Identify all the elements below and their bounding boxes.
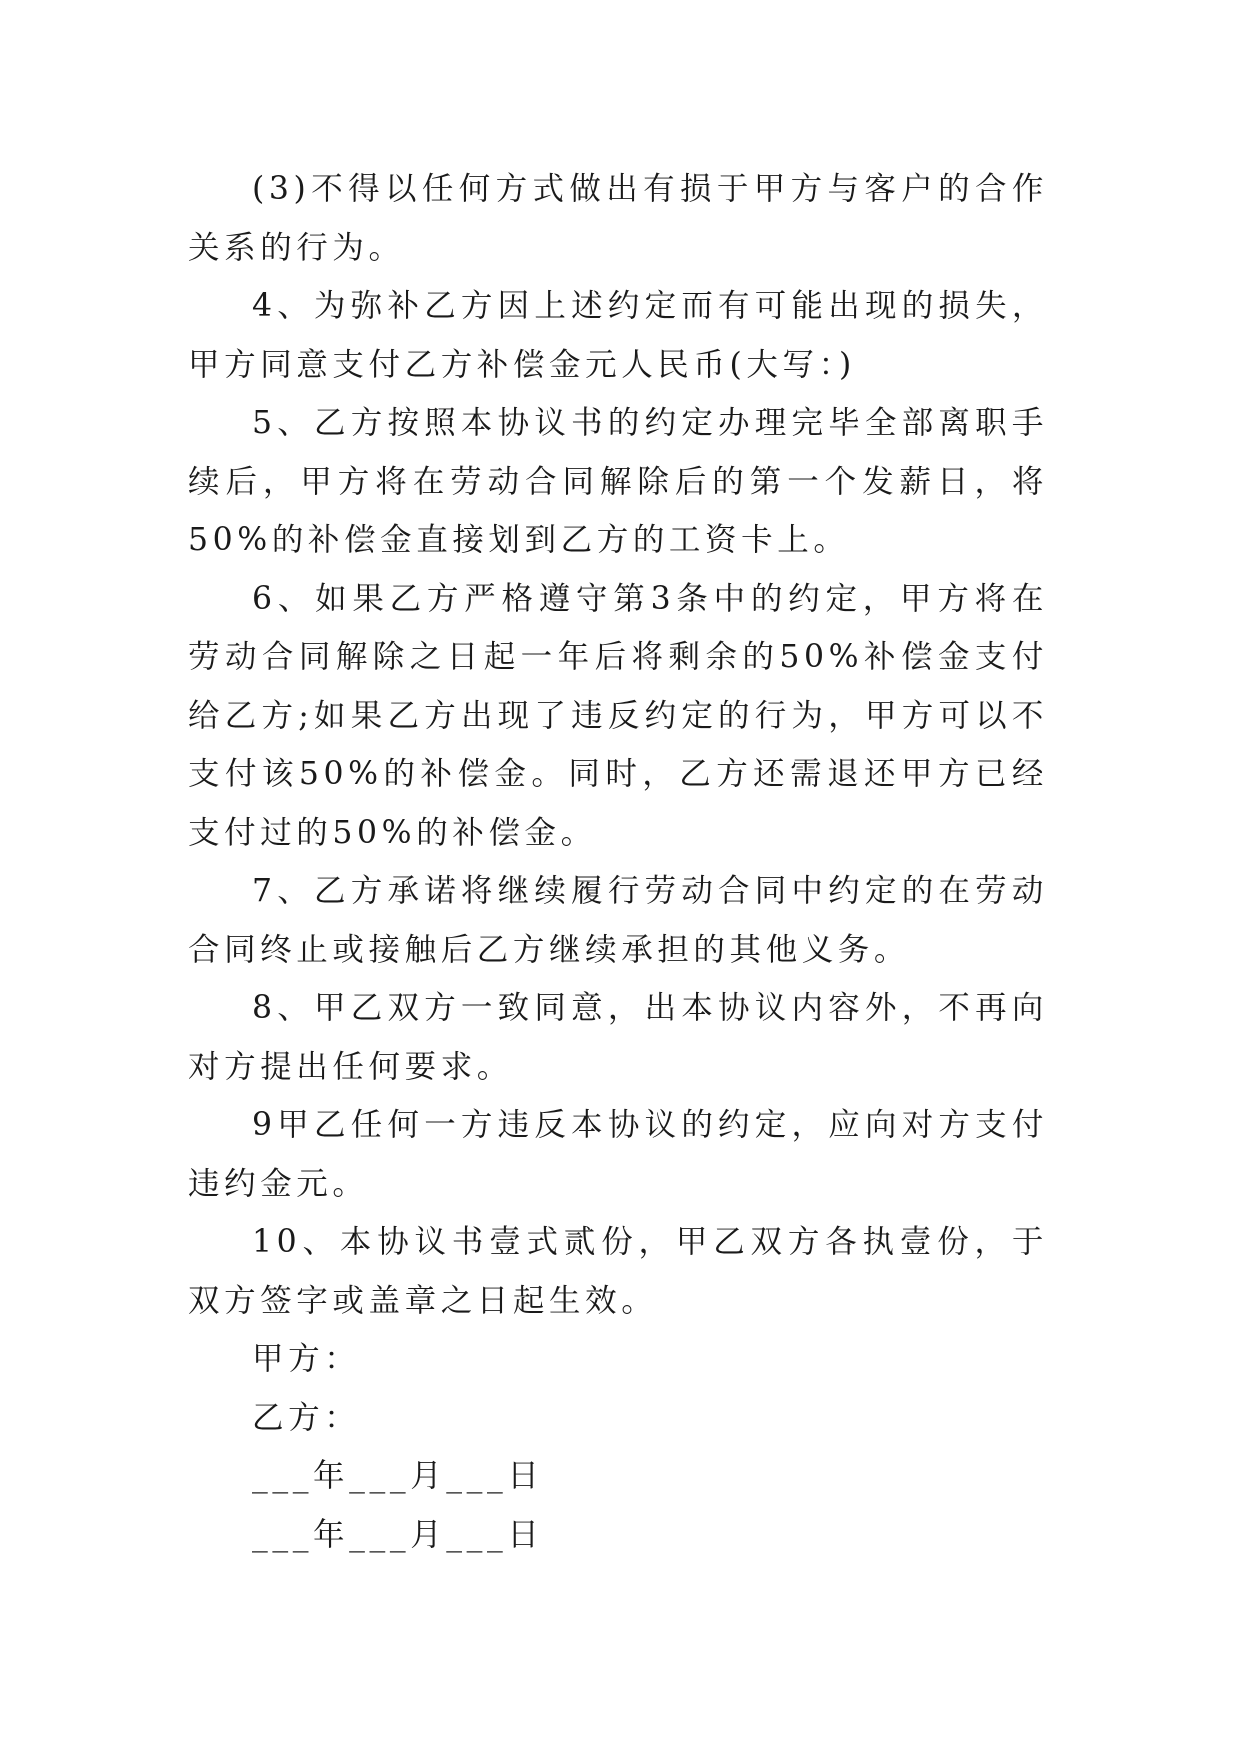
party-b-signature-label: 乙方：	[252, 1399, 361, 1436]
document-body	[188, 160, 1048, 1564]
clause-6: 6、如果乙方严格遵守第3条中的约定，甲方将在劳动合同解除之日起一年后将剩余的50%补偿金支付给乙方;如果乙方出现了违反约定的行为，甲方可以不支付该50%的补偿金。同时，乙方还需退还甲方已经支付过的50%的补偿金。	[188, 580, 1048, 851]
clause-9: 9甲乙任何一方违反本协议的约定，应向对方支付违约金元。	[188, 1107, 1048, 1202]
date-line-party-b: ___年___月___日	[252, 1516, 544, 1553]
date-line-party-a: ___年___月___日	[252, 1458, 544, 1494]
clause-5: 5、乙方按照本协议书的约定办理完毕全部离职手续后，甲方将在劳动合同解除后的第一个发薪日，将50%的补偿金直接划到乙方的工资卡上。	[188, 405, 1048, 558]
clause-7: 7、乙方承诺将继续履行劳动合同中约定的在劳动合同终止或接触后乙方继续承担的其他义务。	[188, 873, 1048, 968]
party-a-signature-label: 甲方：	[252, 1341, 361, 1377]
clause-4: 4、为弥补乙方因上述约定而有可能出现的损失，甲方同意支付乙方补偿金元人民币(大写：)	[188, 288, 1048, 383]
clause-8: 8、甲乙双方一致同意，出本协议内容外，不再向对方提出任何要求。	[188, 990, 1048, 1085]
clause-10: 10、本协议书壹式贰份，甲乙双方各执壹份，于双方签字或盖章之日起生效。	[188, 1224, 1048, 1319]
clause-3-item-3: (3)不得以任何方式做出有损于甲方与客户的合作关系的行为。	[188, 171, 1048, 266]
